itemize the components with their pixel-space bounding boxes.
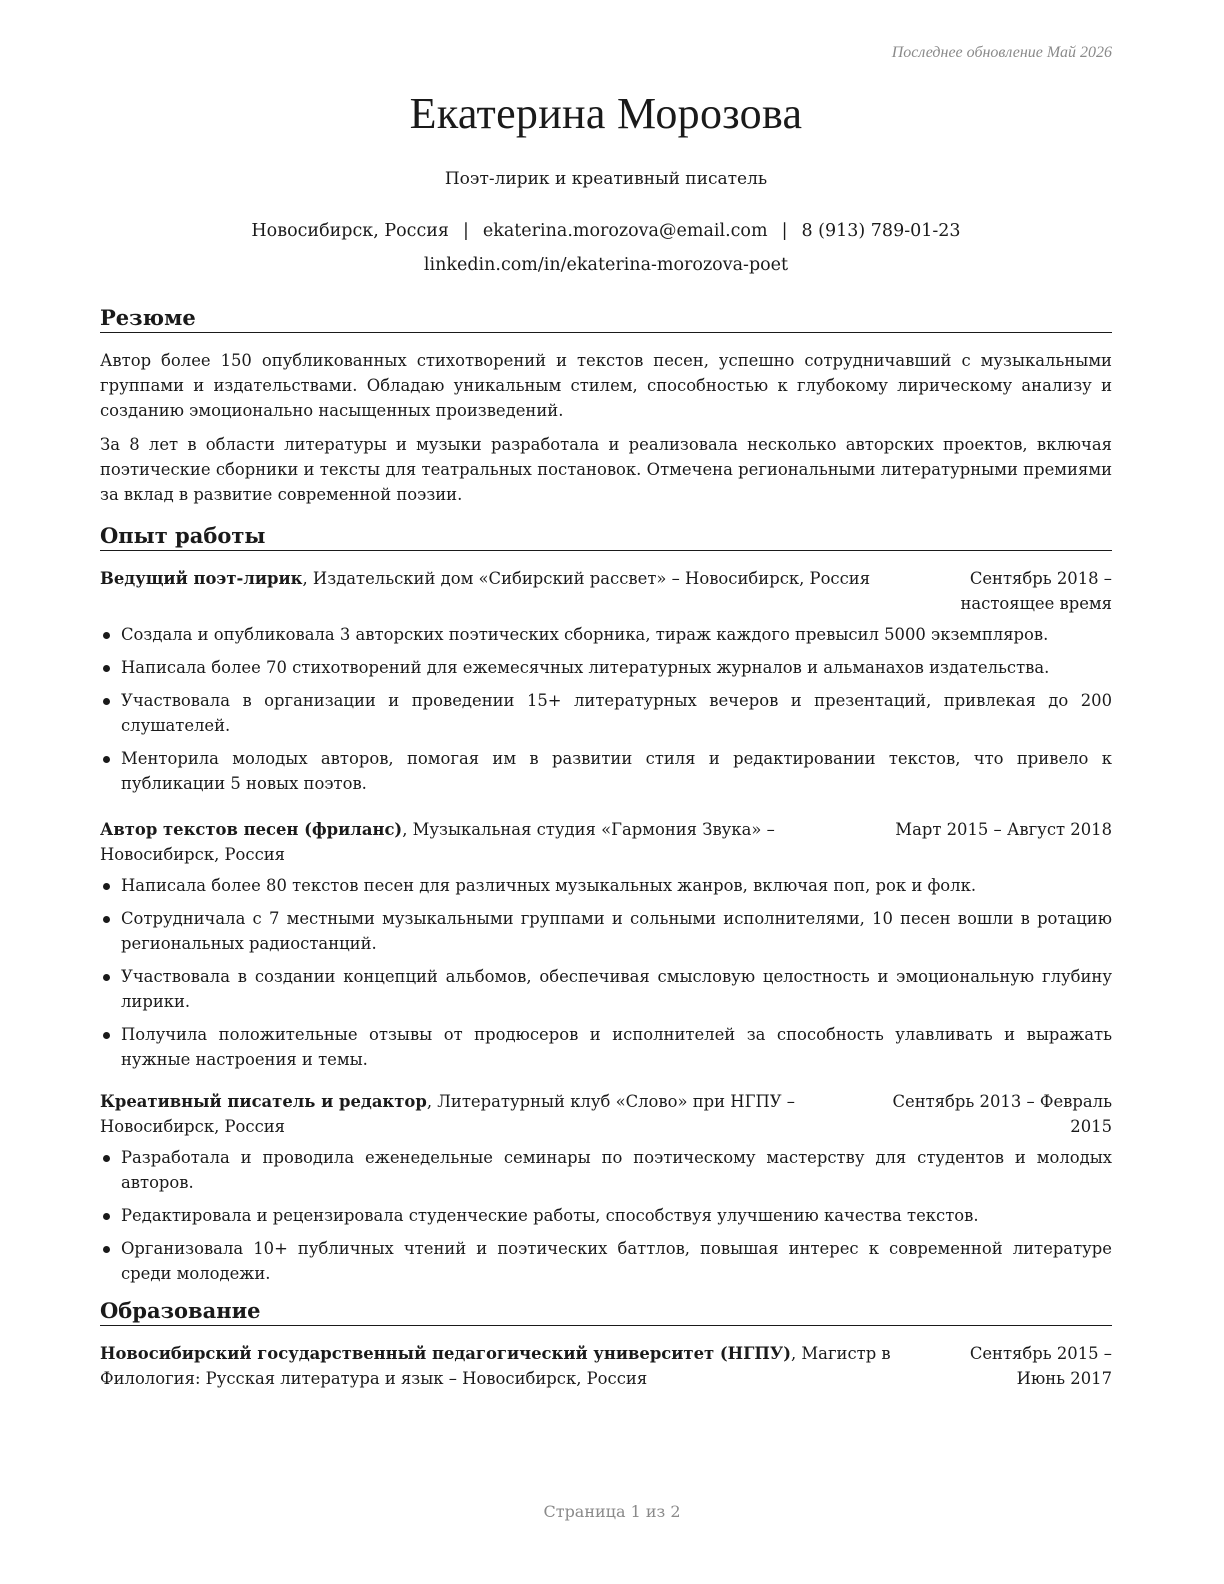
bullet-text: Участвовала в создании концепций альбомов, обеспечивая смысловую целостность и эмоциональную глубину лирики.	[121, 967, 1112, 1011]
job-header	[100, 566, 1112, 616]
page-number: Страница 1 из 2	[543, 1502, 681, 1521]
job-heading	[100, 1089, 880, 1139]
list-item	[100, 746, 1112, 796]
list-item	[100, 964, 1112, 1014]
bullet-icon	[103, 698, 110, 705]
bullet-text: Редактировала и рецензировала студенческие работы, способствуя улучшению качества текстов.	[121, 1206, 979, 1225]
bullet-icon	[103, 665, 110, 672]
summary-paragraph: За 8 лет в области литературы и музыки разработала и реализовала несколько авторских проектов, включая поэтические сборники и тексты для театральных постановок. Отмечена региональными литературными премиями за вклад в развитие современной поэзии.	[100, 435, 1112, 504]
bullet-icon	[103, 756, 110, 763]
bullet-text: Написала более 80 текстов песен для различных музыкальных жанров, включая поп, рок и фолк.	[121, 876, 977, 895]
bullet-text: Организовала 10+ публичных чтений и поэтических баттлов, повышая интерес к современной литературе среди молодежи.	[121, 1239, 1112, 1283]
job-subtitle: Поэт-лирик и креативный писатель	[444, 169, 768, 189]
bullet-icon	[103, 1032, 110, 1039]
job-position: Автор текстов песен (фриланс)	[100, 820, 403, 839]
bullet-icon	[103, 974, 110, 981]
list-item	[100, 688, 1112, 738]
job-dates: Март 2015 – Август 2018	[895, 820, 1112, 839]
job-dates: Сентябрь 2013 – Февраль 2015	[892, 1092, 1112, 1136]
bullet-text: Менторила молодых авторов, помогая им в развитии стиля и редактировании текстов, что привело к публикации 5 новых поэтов.	[121, 749, 1112, 793]
bullet-text: Разработала и проводила еженедельные семинары по поэтическому мастерству для студентов и молодых авторов.	[121, 1148, 1112, 1192]
job-entry	[100, 1089, 1112, 1294]
job-header	[100, 817, 1112, 867]
bullet-text: Сотрудничала с 7 местными музыкальными группами и сольными исполнителями, 10 песен вошли в ротацию региональных радиостанций.	[121, 909, 1112, 953]
education-details: , Магистр в Филология: Русская литература и язык – Новосибирск, Россия	[100, 1344, 891, 1388]
job-heading	[100, 817, 880, 867]
contact-email[interactable]: ekaterina.morozova@email.com	[482, 221, 768, 241]
job-organization: , Литературный клуб «Слово» при НГПУ – Новосибирск, Россия	[100, 1092, 795, 1136]
section-title-summary: Резюме	[100, 305, 1112, 333]
contact-separator: |	[462, 221, 469, 241]
summary-paragraph: Автор более 150 опубликованных стихотворений и текстов песен, успешно сотрудничавший с музыкальными группами и издательствами. Обладаю уникальным стилем, способностью к глубокому лирическому анализу и созданию эмоционально насыщенных произведений.	[100, 351, 1112, 420]
list-item	[100, 1236, 1112, 1286]
person-name: Екатерина Морозова	[409, 89, 803, 138]
bullet-text: Создала и опубликовала 3 авторских поэтических сборника, тираж каждого превысил 5000 экземпляров.	[121, 625, 1049, 644]
bullet-icon	[103, 1246, 110, 1253]
job-header	[100, 1089, 1112, 1139]
job-entry	[100, 566, 1112, 804]
education-entry	[100, 1341, 1112, 1391]
contact-separator: |	[781, 221, 788, 241]
contact-phone: 8 (913) 789-01-23	[801, 221, 961, 241]
bullet-text: Получила положительные отзывы от продюсеров и исполнителей за способность улавливать и выражать нужные настроения и темы.	[121, 1025, 1112, 1069]
section-title-education: Образование	[100, 1298, 1112, 1326]
bullet-icon	[103, 632, 110, 639]
bullet-icon	[103, 1155, 110, 1162]
bullet-icon	[103, 1213, 110, 1220]
bullet-text: Участвовала в организации и проведении 15+ литературных вечеров и презентаций, привлекая до 200 слушателей.	[121, 691, 1112, 735]
list-item	[100, 622, 1112, 647]
job-bullet-list	[100, 1145, 1112, 1286]
education-dates: Сентябрь 2015 – Июнь 2017	[969, 1344, 1112, 1388]
list-item	[100, 873, 1112, 898]
list-item	[100, 655, 1112, 680]
job-organization: , Музыкальная студия «Гармония Звука» – Новосибирск, Россия	[100, 820, 775, 864]
section-title-experience: Опыт работы	[100, 523, 1112, 551]
list-item	[100, 1145, 1112, 1195]
contact-city: Новосибирск, Россия	[251, 221, 449, 241]
list-item	[100, 1022, 1112, 1072]
job-bullet-list	[100, 873, 1112, 1072]
last-updated: Последнее обновление Май 2026	[891, 44, 1112, 61]
bullet-icon	[103, 883, 110, 890]
education-heading	[100, 1341, 960, 1391]
education-institution: Новосибирский государственный педагогический университет (НГПУ)	[100, 1344, 791, 1363]
bullet-text: Написала более 70 стихотворений для ежемесячных литературных журналов и альманахов издательства.	[121, 658, 1050, 677]
job-bullet-list	[100, 622, 1112, 796]
job-entry	[100, 817, 1112, 1080]
job-organization: , Издательский дом «Сибирский рассвет» – Новосибирск, Россия	[302, 569, 871, 588]
job-heading	[100, 566, 880, 616]
list-item	[100, 1203, 1112, 1228]
list-item	[100, 906, 1112, 956]
contact-line	[100, 221, 1112, 241]
linkedin-link[interactable]: linkedin.com/in/ekaterina-morozova-poet	[423, 255, 789, 275]
job-position: Креативный писатель и редактор	[100, 1092, 427, 1111]
job-position: Ведущий поэт-лирик	[100, 569, 303, 588]
job-dates: Сентябрь 2018 – настоящее время	[960, 569, 1112, 613]
bullet-icon	[103, 916, 110, 923]
